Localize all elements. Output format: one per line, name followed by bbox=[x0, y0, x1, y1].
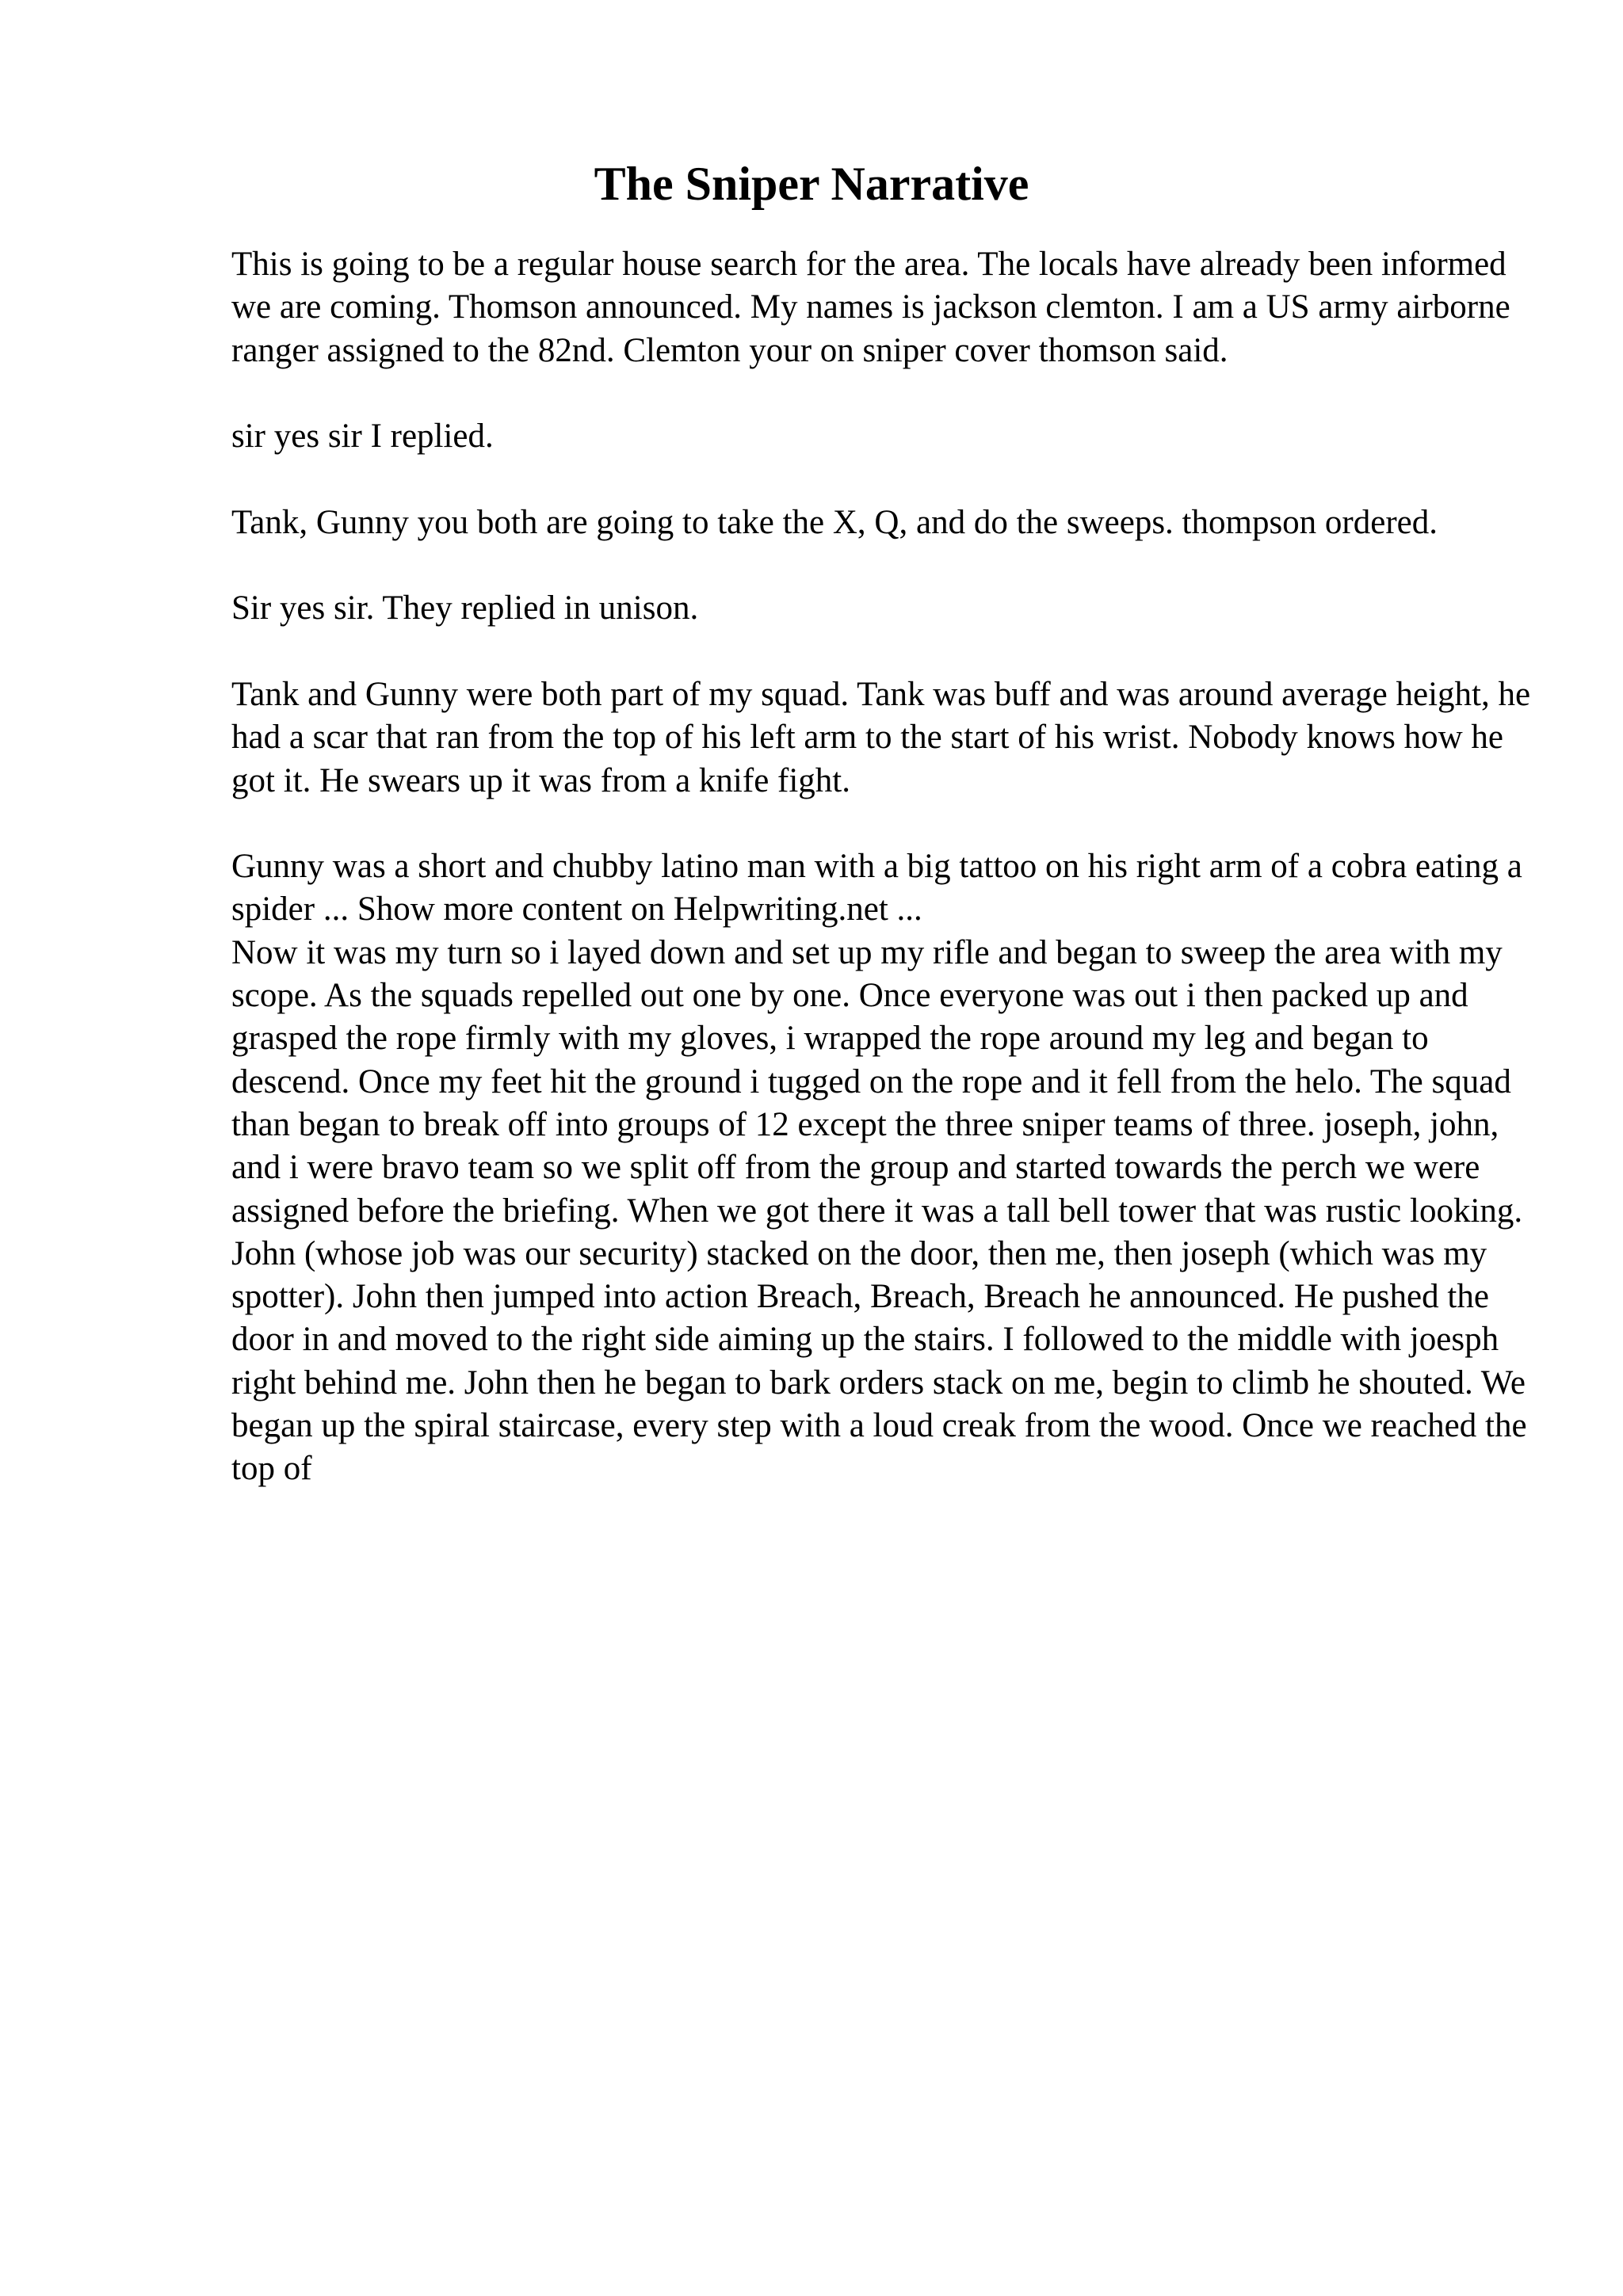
paragraph-3: Tank, Gunny you both are going to take the X, Q, and do the sweeps. thompson ordered. bbox=[231, 503, 1438, 541]
paragraph-1: This is going to be a regular house search for the area. The locals have already been informed we are coming. Thomson announced. My names is jackson clemton. I am a US army airborne ranger assigned to the 82nd. Clemton your on sniper cover thomson said. bbox=[231, 246, 1510, 369]
page-title: The Sniper Narrative bbox=[594, 158, 1029, 210]
document-body bbox=[231, 243, 1531, 1534]
paragraph-7: Now it was my turn so i layed down and set up my rifle and began to sweep the area with my scope. As the squads repelled out one by one. Once everyone was out i then packed up and grasped the rope firmly with my gloves, i wrapped the rope around my leg and began to descend. Once my feet hit the ground i tugged on the rope and it fell from the helo. The squad than began to break off into groups of 12 except the three sniper teams of three. joseph, john, and i were bravo team so we split off from the group and started towards the perch we were assigned before the briefing. When we got there it was a tall bell tower that was rustic looking. John (whose job was our security) stacked on the door, then me, then joseph (which was my spotter). John then jumped into action Breach, Breach, Breach he announced. He pushed the door in and moved to the right side aiming up the stairs. I followed to the middle with joesph right behind me. John then he began to bark orders stack on me, begin to climb he shouted. We began up the spiral staircase, every step with a loud creak from the wood. Once we reached the top of bbox=[231, 933, 1527, 1488]
paragraph-2: sir yes sir I replied. bbox=[231, 418, 494, 456]
paragraph-6: Gunny was a short and chubby latino man with a big tattoo on his right arm of a cobra eating a spider ... Show more content on Helpwriting.net ... bbox=[231, 848, 1522, 929]
paragraph-5: Tank and Gunny were both part of my squad. Tank was buff and was around average height, he had a scar that ran from the top of his left arm to the start of his wrist. Nobody knows how he got it. He swears up it was from a knife fight. bbox=[231, 675, 1531, 799]
paragraph-4: Sir yes sir. They replied in unison. bbox=[231, 589, 699, 627]
